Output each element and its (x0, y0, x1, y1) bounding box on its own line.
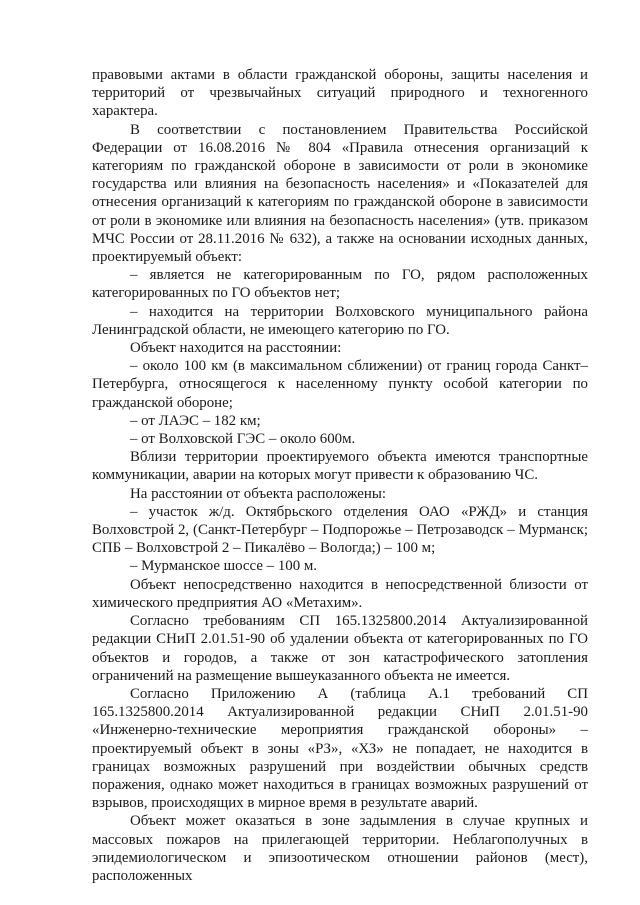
paragraph-regulation: В соответствии с постановлением Правительства Российской Федерации от 16.08.2016 № 804 «Правила отнесения организаций к категориям по гражданской обороне в зависимости от роли в экономике государства или влияния на безопасность населения» и «Показателей для отнесения организаций к категориям по гражданской обороне в зависимости от роли в экономике или влияния на безопасность населения» (утв. приказом МЧС России от 28.11.2016 № 632), а также на основании исходных данных, проектируемый объект: (92, 121, 588, 266)
paragraph-distances-intro: Объект находится на расстоянии: (130, 340, 342, 357)
list-item-murmansk-highway: – Мурманское шоссе – 100 м. (130, 558, 318, 575)
list-item-not-categorized: – является не категорированным по ГО, рядом расположенных категорированных по ГО объектов нет; (92, 267, 588, 302)
paragraph-nearby-intro: На расстоянии от объекта расположены: (130, 485, 387, 502)
paragraph-continuation: правовыми актами в области гражданской обороны, защиты населения и территорий от чрезвычайных ситуаций природного и техногенного характера. (92, 67, 588, 120)
list-item-volkhov-district: – находится на территории Волховского муниципального района Ленинградской области, не имеющего категорию по ГО. (92, 303, 588, 338)
paragraph-metakhim: Объект непосредственно находится в непосредственной близости от химического предприятия АО «Метахим». (92, 576, 588, 611)
paragraph-sp-requirements: Согласно требованиям СП 165.1325800.2014 Актуализированной редакции СНиП 2.01.51-90 об удалении объекта от категорированных по ГО объектов и городов, а также от зон катастрофического затопления ограничений на размещение вышеуказанного объекта не имеется. (92, 613, 588, 684)
paragraph-transport: Вблизи территории проектируемого объекта имеются транспортные коммуникации, аварии на которых могут привести к образованию ЧС. (92, 449, 588, 484)
list-item-railway: – участок ж/д. Октябрьского отделения ОАО «РЖД» и станция Волховстрой 2, (Санкт-Петербург – Подпорожье – Петрозаводск – Мурманск; СПБ – Волховстрой 2 – Пикалёво – Вологда;) – 100 м; (92, 503, 588, 557)
list-item-volkhov-ges: – от Волховской ГЭС – около 600м. (130, 431, 356, 448)
paragraph-appendix-a: Согласно Приложению А (таблица А.1 требований СП 165.1325800.2014 Актуализированной редакции СНиП 2.01.51-90 «Инженерно-технические мероприятия гражданской обороны» – проектируемый объект в зоны «РЗ», «ХЗ» не попадает, не находится в границах возможных разрушений при воздействии обычных средств поражения, однако может находиться в границах возможных разрушений от взрывов, происходящих в мирное время в результате аварий. (92, 685, 588, 812)
list-item-saint-petersburg: – около 100 км (в максимальном сближении) от границ города Санкт– Петербурга, относящегося к населенному пункту особой категории по гражданской обороне; (92, 358, 588, 411)
paragraph-smoke-zone: Объект может оказаться в зоне задымления в случае крупных и массовых пожаров на прилегающей территории. Неблагополучных в эпидемиологическом и эпизоотическом отношении районов (мест), расположенных (92, 813, 588, 884)
list-item-laes: – от ЛАЭС – 182 км; (130, 412, 261, 429)
